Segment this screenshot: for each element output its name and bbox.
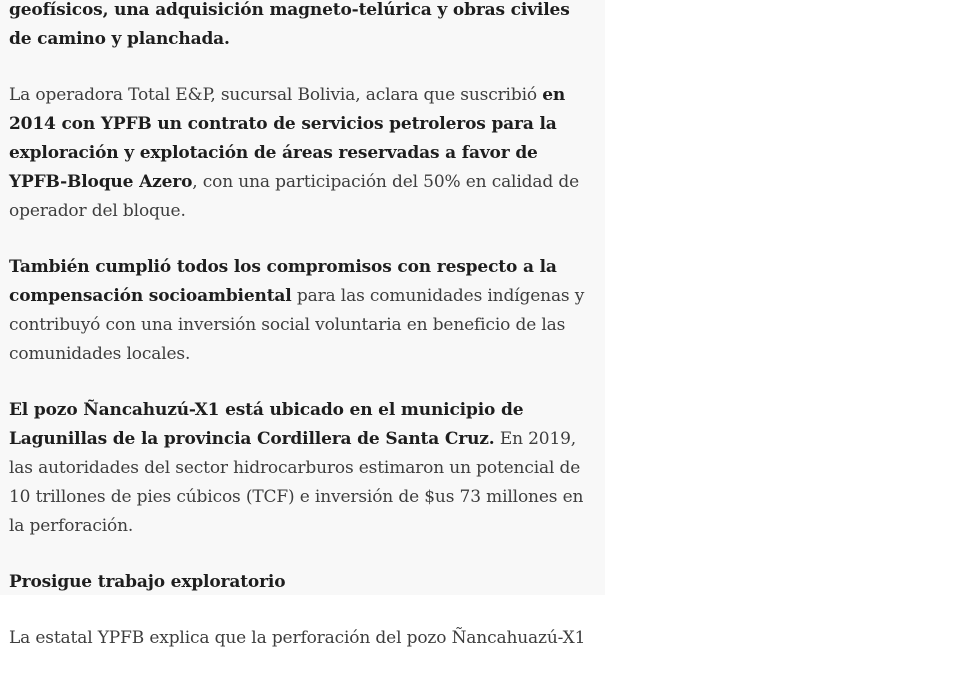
- paragraph-intro-continuation: [9, 0, 591, 54]
- paragraph-bold-text: en 2014 con YPFB un contrato de servicios petroleros para la exploración y explotación de áreas reservadas a favor de YPFB-Bloque Azero: [9, 85, 566, 192]
- paragraph-text: La operadora Total E&P, sucursal Bolivia, aclara que suscribió: [9, 85, 543, 105]
- article-body: [9, 0, 591, 680]
- paragraph-text: para las comunidades indígenas y contribuyó con una inversión social voluntaria en beneficio de las comunidades locales.: [9, 286, 585, 364]
- paragraph-well-location: [9, 396, 591, 541]
- paragraph-intro-bold-text: geofísicos, una adquisición magneto-telúrica y obras civiles de camino y planchada.: [9, 0, 570, 49]
- paragraph-total-contract: [9, 81, 591, 226]
- paragraph-ypfb-explains: [9, 624, 591, 653]
- paragraph-bold-text: También cumplió todos los compromisos con respecto a la compensación socioambiental: [9, 257, 557, 306]
- paragraph-bold-text: El pozo Ñancahuzú-X1 está ubicado en el municipio de Lagunillas de la provincia Cordillera de Santa Cruz.: [9, 400, 524, 449]
- paragraph-text: La estatal YPFB explica que la perforación del pozo Ñancahuazú-X1: [9, 628, 586, 648]
- section-subheading: Prosigue trabajo exploratorio: [9, 572, 286, 592]
- paragraph-compensation: [9, 253, 591, 369]
- paragraph-text: En 2019, las autoridades del sector hidrocarburos estimaron un potencial de 10 trillones de pies cúbicos (TCF) e inversión de $us 73 millones en la perforación.: [9, 429, 584, 536]
- paragraph-text: , con una participación del 50% en calidad de operador del bloque.: [9, 172, 579, 221]
